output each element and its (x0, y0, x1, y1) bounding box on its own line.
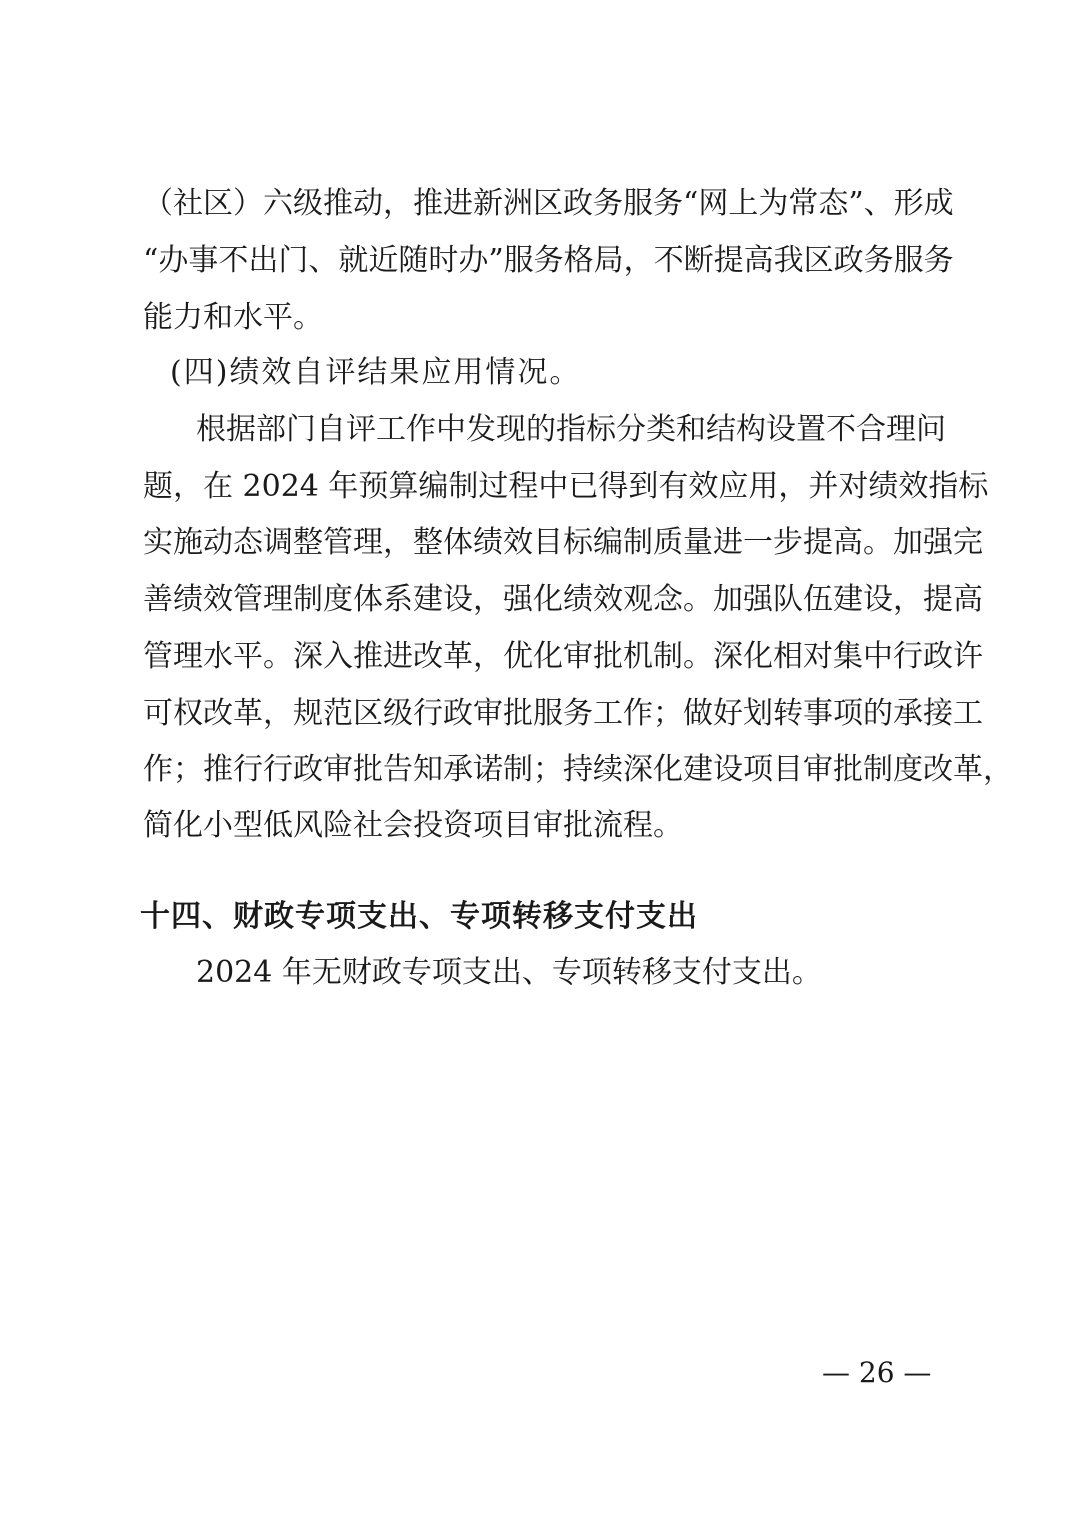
body-text-line: 题，在 2024 年预算编制过程中已得到有效应用，并对绩效指标 (143, 469, 989, 504)
body-text-line: 善绩效管理制度体系建设，强化绩效观念。加强队伍建设，提高 (143, 582, 983, 617)
subsection-title: (四)绩效自评结果应用情况。 (170, 355, 582, 390)
body-text-line: 可权改革，规范区级行政审批服务工作；做好划转事项的承接工 (143, 696, 983, 731)
body-text-line: 简化小型低风险社会投资项目审批流程。 (143, 808, 683, 843)
body-text-line: 作；推行行政审批告知承诺制；持续深化建设项目审批制度改革， (143, 752, 1013, 787)
section-body-text: 2024 年无财政专项支出、专项转移支付支出。 (196, 955, 822, 990)
page-number: — 26 — (822, 1356, 932, 1389)
section-heading: 十四、财政专项支出、专项转移支付支出 (140, 899, 698, 934)
body-text-line: 实施动态调整管理，整体绩效目标编制质量进一步提高。加强完 (143, 525, 983, 560)
body-text-line: “办事不出门、就近随时办”服务格局，不断提高我区政务服务 (143, 243, 954, 278)
body-text-line: 管理水平。深入推进改革，优化审批机制。深化相对集中行政许 (143, 639, 983, 674)
body-text-line: 根据部门自评工作中发现的指标分类和结构设置不合理问 (196, 412, 946, 447)
body-text-line: （社区）六级推动，推进新洲区政务服务“网上为常态”、形成 (143, 186, 954, 221)
body-text-line: 能力和水平。 (143, 300, 323, 335)
